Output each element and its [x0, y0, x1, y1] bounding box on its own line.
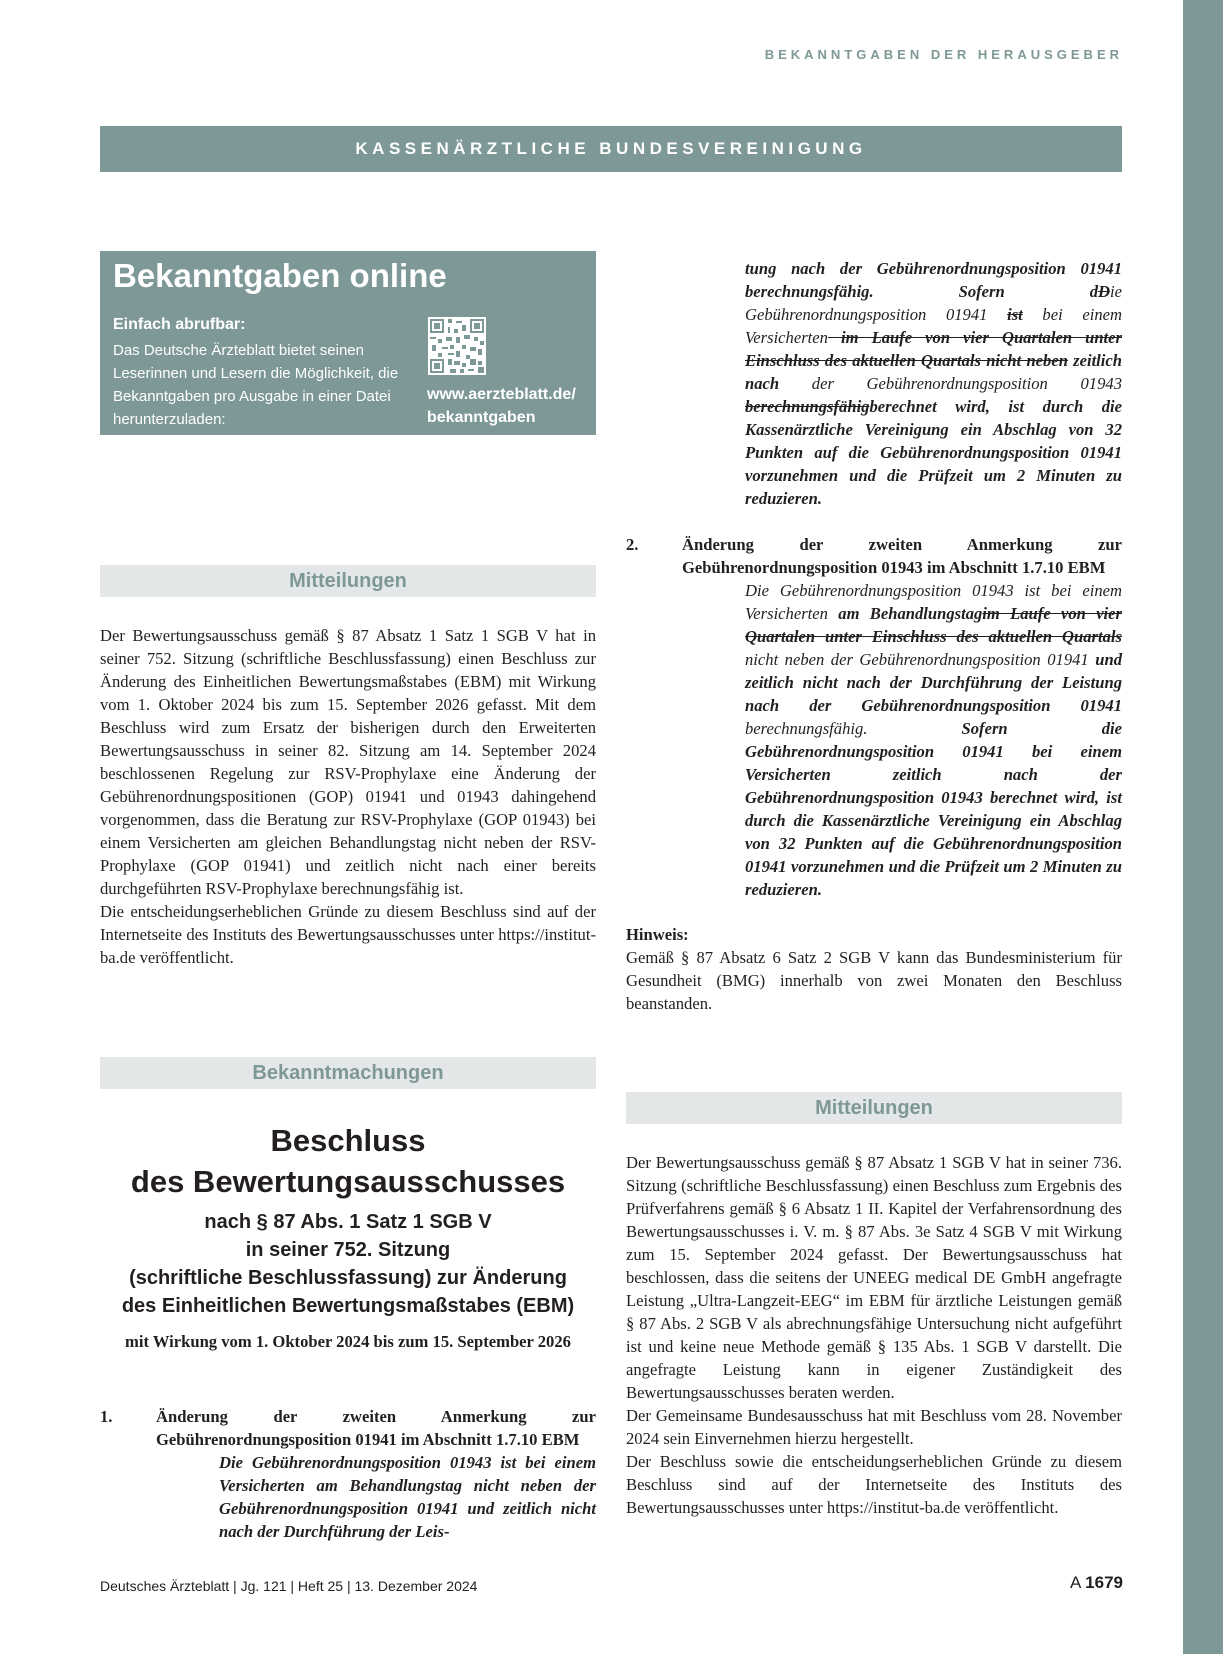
item-1-strike-berechnungsfaehig: berechnungsfähig	[745, 397, 870, 416]
mitteilungen-text-right	[626, 1151, 1122, 1519]
item-2-number: 2.	[626, 535, 639, 554]
mitteilungen-left-para-1: Der Bewertungsausschuss gemäß § 87 Absatz 1 Satz 1 SGB V hat in seiner 752. Sitzung (schriftliche Beschlussfassung) einen Beschluss zur Änderung des Einheitlichen Bewertungsmaßstabes (EBM) mit Wirkung vom 1. Oktober 2024 bis zum 15. September 2026 gefasst. Mit dem Beschluss wird zum Ersatz der bisherigen durch den Erweiterten Bewertungsausschuss in seiner 82. Sitzung am 14. September 2024 beschlossenen Regelung zur RSV-Prophylaxe eine Änderung der Gebührenordnungspositionen (GOP) 01941 und 01943 dahingehend vorgenommen, dass die Beratung zur RSV-Prophylaxe (GOP 01943) bei einem Versicherten am gleichen Behandlungstag nicht neben der RSV-Prophylaxe (GOP 01941) und zeitlich nicht nach einer bereits durchgeführten RSV-Prophylaxe berechnungsfähig ist.	[100, 626, 596, 898]
section-label: BEKANNTGABEN DER HERAUSGEBER	[764, 47, 1123, 62]
amendment-item-2	[626, 533, 1122, 903]
hinweis-block	[626, 923, 1122, 1015]
item-2-strike: im Laufe von vier Quartalen unter Einschluss des aktuellen Quartals	[745, 604, 1122, 646]
mitteilungen-right-para-3: Der Beschluss sowie die entscheidungserheblichen Gründe zu diesem Beschluss sind auf der Internetseite des Instituts des Bewertungsausschusses unter https://institut-ba.de veröffentlicht.	[626, 1452, 1122, 1517]
item-2-text-e: berechnungsfähig.	[745, 719, 962, 738]
item-2-text-b: am Behandlungstag	[838, 604, 983, 623]
url-line-2[interactable]: bekanntgaben	[427, 409, 536, 426]
mitteilungen-left-para-2: Die entscheidungserheblichen Gründe zu diesem Beschluss sind auf der Internetseite des Instituts des Bewertungsausschusses unter https://institut-ba.de veröffentlicht.	[100, 902, 596, 967]
mitteilungen-heading-left: Mitteilungen	[100, 565, 596, 597]
item-1-cont-e: der Gebührenordnungsposition 01943	[779, 374, 1122, 393]
beschluss-title-line-1: Beschluss	[270, 1123, 426, 1158]
item-2-heading: Änderung der zweiten Anmerkung zur Gebührenordnungsposition 01943 im Abschnitt 1.7.10 EBM	[682, 535, 1122, 577]
online-info-box	[100, 251, 596, 435]
mitteilungen-text-left	[100, 624, 596, 969]
mitteilungen-heading-right: Mitteilungen	[626, 1092, 1122, 1124]
beschluss-title-line-2: des Bewertungsausschusses	[130, 1164, 566, 1199]
beschluss-effective-date: mit Wirkung vom 1. Oktober 2024 bis zum 15. September 2026	[125, 1332, 571, 1351]
hinweis-label: Hinweis:	[626, 925, 689, 944]
qr-code-icon[interactable]	[428, 317, 486, 375]
item-1-number: 1.	[100, 1407, 113, 1426]
bekanntmachungen-heading: Bekanntmachungen	[100, 1057, 596, 1089]
item-1-cont-f: berechnet wird, ist durch die Kassenärztliche Vereinigung ein Abschlag von 32 Punkten auf die Gebührenordnungsposition 01941 vorzunehmen und die Prüfzeit um 2 Minuten zu reduzieren.	[745, 397, 1122, 508]
item-1-cont-c: bei einem Versicherten	[745, 305, 1122, 347]
beschluss-subtitle-line-3: (schriftliche Beschlussfassung) zur Änderung	[129, 1267, 567, 1289]
organization-bar: KASSENÄRZTLICHE BUNDESVEREINIGUNG	[100, 126, 1122, 172]
item-1-heading: Änderung der zweiten Anmerkung zur Gebührenordnungsposition 01941 im Abschnitt 1.7.10 EBM	[156, 1407, 596, 1449]
item-2-text-d: und zeitlich nicht nach der Durchführung der Leistung nach der Gebührenordnungsposition 01941	[745, 650, 1122, 715]
item-1-strike-ist: ist	[1007, 305, 1023, 324]
item-1-cont-a: tung nach der Gebührenordnungsposition 01941 berechnungsfähig. Sofern d	[745, 259, 1122, 301]
item-1-cont-b: ie Gebührenordnungsposition 01941	[745, 282, 1122, 324]
item-2-text-a: Die Gebührenordnungsposition 01943 ist bei einem Versicherten	[745, 581, 1122, 623]
beschluss-subtitle-line-2: in seiner 752. Sitzung	[245, 1239, 451, 1261]
item-2-body	[745, 579, 1122, 901]
item-2-text-f: Sofern die Gebührenordnungsposition 01941 bei einem Versicherten zeitlich nach der Gebührenordnungsposition 01943 berechnet wird, ist durch die Kassenärztliche Vereinigung ein Abschlag von 32 Punkten auf die Gebührenordnungsposition 01941 vorzunehmen und die Prüfzeit um 2 Minuten zu reduzieren.	[745, 719, 1122, 899]
online-box-text: Das Deutsche Ärzteblatt bietet seinen Leserinnen und Lesern die Möglichkeit, die Bekanntgaben pro Ausgabe in einer Datei herunterzuladen:	[113, 342, 399, 428]
hinweis-text: Gemäß § 87 Absatz 6 Satz 2 SGB V kann das Bundesministerium für Gesundheit (BMG) innerhalb von zwei Monaten den Beschluss beanstanden.	[626, 948, 1122, 1013]
mitteilungen-right-para-1: Der Bewertungsausschuss gemäß § 87 Absatz 1 SGB V hat in seiner 736. Sitzung (schriftliche Beschlussfassung) einen Beschluss zum Ergebnis des Prüfverfahrens gemäß § 6 Absatz 1 II. Kapitel der Verfahrensordnung des Bewertungsausschusses i. V. m. § 87 Abs. 3e Satz 4 SGB V mit Wirkung zum 15. September 2024 gefasst. Der Bewertungsausschuss hat beschlossen, dass die seitens der UNEEG medical DE GmbH angefragte Leistung „Ultra-Langzeit-EEG“ im EBM für ärztliche Leistungen gemäß § 87 Abs. 2 SGB V als abrechnungsfähige Untersuchung nicht aufgeführt ist und keine neue Methode gemäß § 135 Abs. 1 SGB V darstellt. Die angefragte Leistung kann in eigener Zuständigkeit des Bewertungsausschusses beraten werden.	[626, 1153, 1122, 1402]
beschluss-title-block	[100, 1120, 596, 1352]
url-line-1[interactable]: www.aerzteblatt.de/	[427, 386, 576, 403]
beschluss-subtitle-line-4: des Einheitlichen Bewertungsmaßstabes (EBM)	[121, 1295, 575, 1317]
page-number	[1070, 1573, 1123, 1593]
online-box-title: Bekanntgaben online	[113, 257, 447, 294]
item-1-body: Die Gebührenordnungsposition 01943 ist bei einem Versicherten am Behandlungstag nicht neben der Gebührenordnungsposition 01941 und zeitlich nicht nach der Durchführung der Leis-	[219, 1453, 596, 1541]
item-1-strike-laufe: im Laufe von vier Quartalen unter Einschluss des aktuellen Quartals nicht neben	[745, 328, 1122, 370]
item-1-cont-d: zeitlich nach	[745, 351, 1122, 393]
item-2-text-c: nicht neben der Gebührenordnungsposition 01941	[745, 650, 1096, 669]
item-1-continuation	[745, 257, 1122, 510]
online-box-subtitle: Einfach abrufbar:	[113, 316, 246, 333]
amendment-item-1	[100, 1405, 596, 1543]
beschluss-subtitle-line-1: nach § 87 Abs. 1 Satz 1 SGB V	[204, 1211, 492, 1233]
page-prefix: A	[1070, 1573, 1081, 1592]
mitteilungen-right-para-2: Der Gemeinsame Bundesausschuss hat mit Beschluss vom 28. November 2024 sein Einvernehmen hierzu hergestellt.	[626, 1406, 1122, 1448]
footer-citation: Deutsches Ärzteblatt | Jg. 121 | Heft 25 | 13. Dezember 2024	[100, 1578, 478, 1594]
item-1-strike-d: D	[1098, 282, 1111, 301]
online-box-url[interactable]	[427, 383, 576, 429]
page-number-value: 1679	[1085, 1573, 1123, 1592]
right-sidebar-stripe	[1183, 0, 1223, 1654]
